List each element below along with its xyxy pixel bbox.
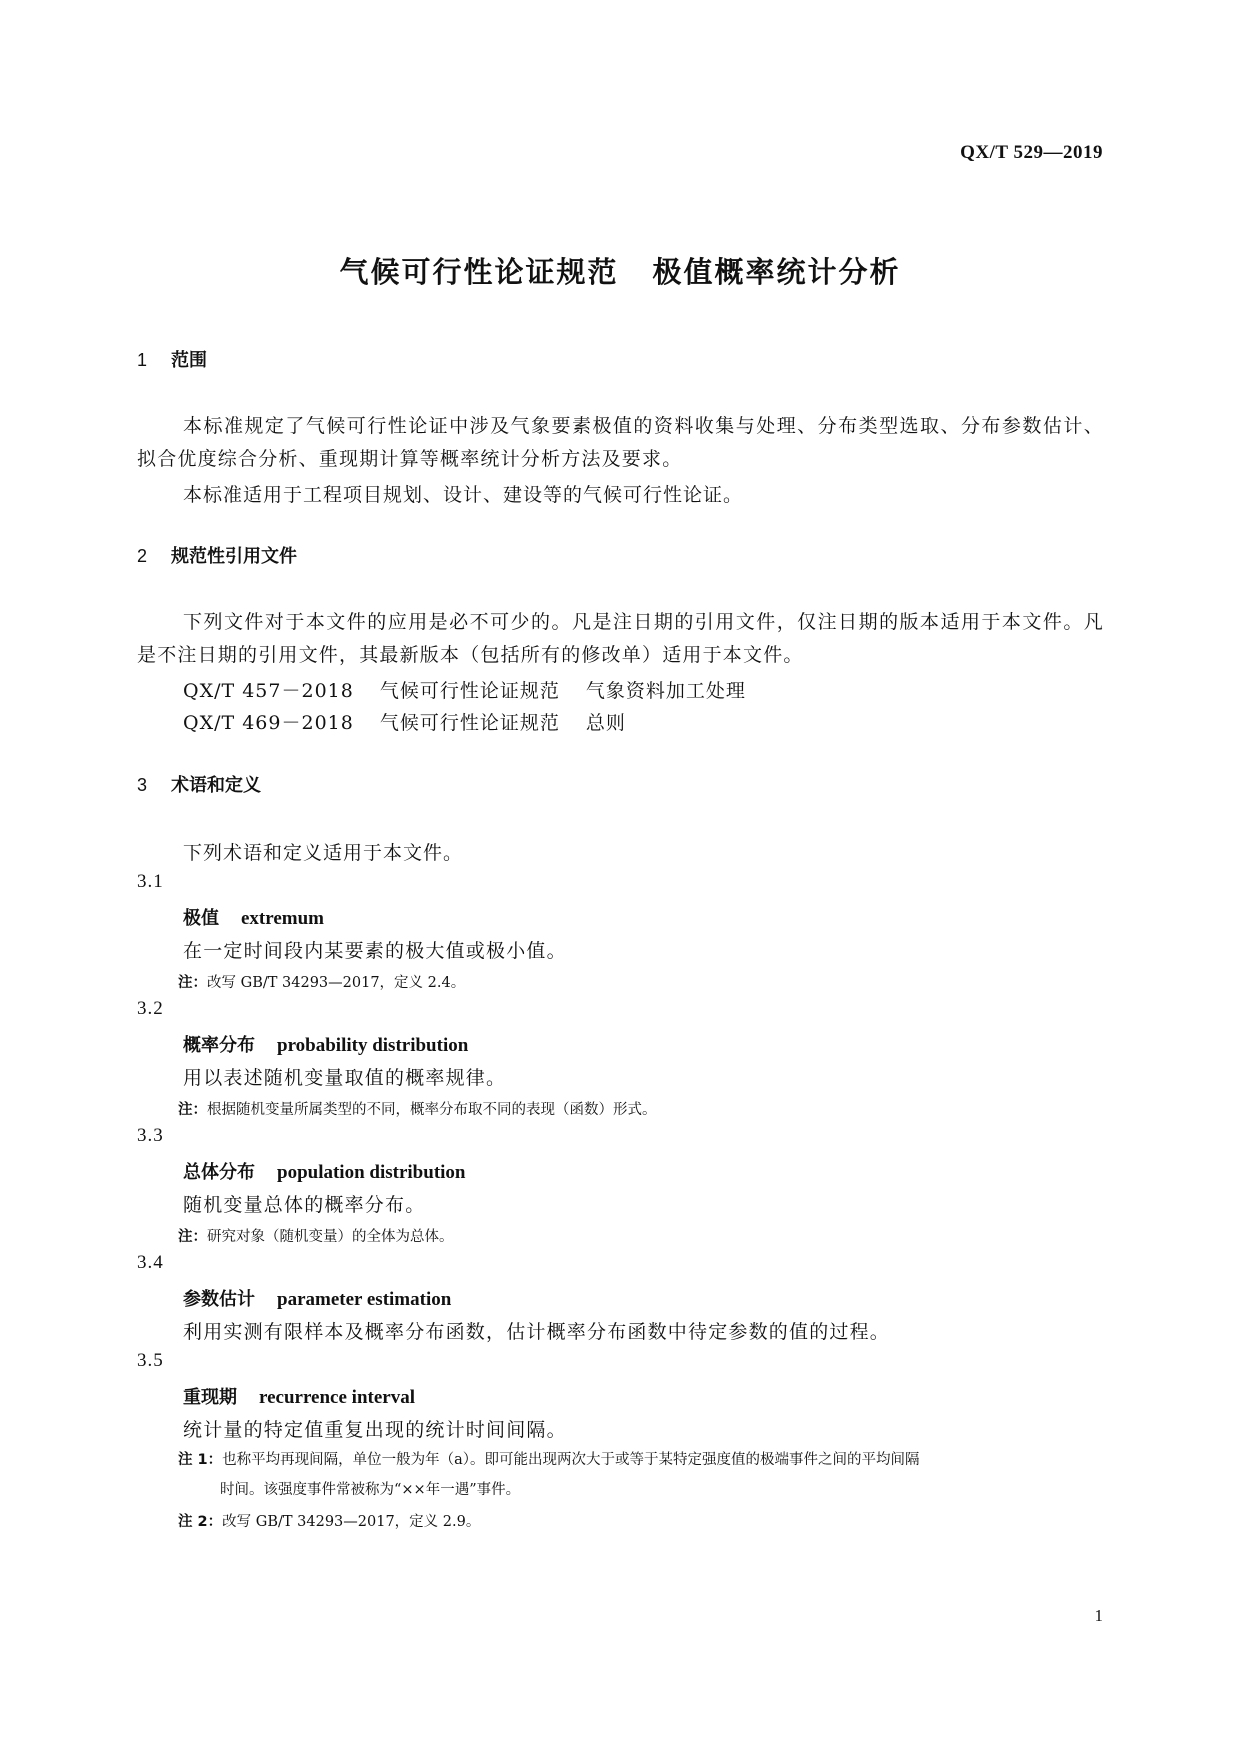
reference-item: QX/T 457－2018 气候可行性论证规范 气象资料加工处理 — [183, 680, 746, 702]
term-number: 3.1 — [137, 871, 164, 892]
page-number: 1 — [1094, 1606, 1103, 1625]
section-heading-1: 1 范围 — [137, 350, 207, 371]
term-definition: 在一定时间段内某要素的极大值或极小值。 — [183, 940, 567, 962]
section-heading-2: 2 规范性引用文件 — [137, 546, 297, 567]
term-note: 注 2：改写 GB/T 34293—2017，定义 2.9。 — [178, 1514, 481, 1530]
term-definition: 统计量的特定值重复出现的统计时间间隔。 — [183, 1419, 567, 1441]
term-number: 3.4 — [137, 1252, 164, 1273]
section-1-paragraph-1: 本标准规定了气候可行性论证中涉及气象要素极值的资料收集与处理、分布类型选取、分布参数估计、拟合优度综合分析、重现期计算等概率统计分析方法及要求。 — [137, 415, 1104, 470]
title-part-1: 气候可行性论证规范 — [339, 255, 619, 289]
term-title: 概率分布 probability distribution — [183, 1035, 469, 1056]
section-1-paragraph-2: 本标准适用于工程项目规划、设计、建设等的气候可行性论证。 — [183, 484, 744, 506]
title-part-2: 极值概率统计分析 — [652, 255, 901, 289]
term-note: 注：改写 GB/T 34293—2017，定义 2.4。 — [178, 975, 466, 991]
reference-item: QX/T 469－2018 气候可行性论证规范 总则 — [183, 712, 626, 734]
term-note: 注：研究对象（随机变量）的全体为总体。 — [178, 1229, 454, 1245]
section-2-paragraph-1: 下列文件对于本文件的应用是必不可少的。凡是注日期的引用文件，仅注日期的版本适用于本文件。凡是不注日期的引用文件，其最新版本（包括所有的修改单）适用于本文件。 — [137, 611, 1104, 666]
term-definition: 随机变量总体的概率分布。 — [183, 1194, 426, 1216]
term-title: 重现期 recurrence interval — [183, 1387, 415, 1408]
section-3-intro: 下列术语和定义适用于本文件。 — [183, 842, 464, 864]
term-number: 3.2 — [137, 998, 164, 1019]
term-note: 注 1：也称平均再现间隔，单位一般为年（a）。即可能出现两次大于或等于某特定强度值的极端事件之间的平均间隔 时间。该强度事件常被称为“××年一遇”事件。 — [178, 1452, 920, 1498]
term-title: 总体分布 population distribution — [183, 1162, 466, 1183]
term-number: 3.5 — [137, 1350, 164, 1371]
section-heading-3: 3 术语和定义 — [137, 775, 261, 796]
term-note: 注：根据随机变量所属类型的不同，概率分布取不同的表现（函数）形式。 — [178, 1102, 657, 1118]
document-title — [0, 250, 1240, 291]
term-title: 极值 extremum — [183, 908, 325, 929]
term-definition: 用以表述随机变量取值的概率规律。 — [183, 1067, 507, 1089]
term-number: 3.3 — [137, 1125, 164, 1146]
term-definition: 利用实测有限样本及概率分布函数，估计概率分布函数中待定参数的值的过程。 — [183, 1321, 891, 1343]
standard-code: QX/T 529—2019 — [960, 142, 1103, 163]
term-title: 参数估计 parameter estimation — [183, 1289, 452, 1310]
